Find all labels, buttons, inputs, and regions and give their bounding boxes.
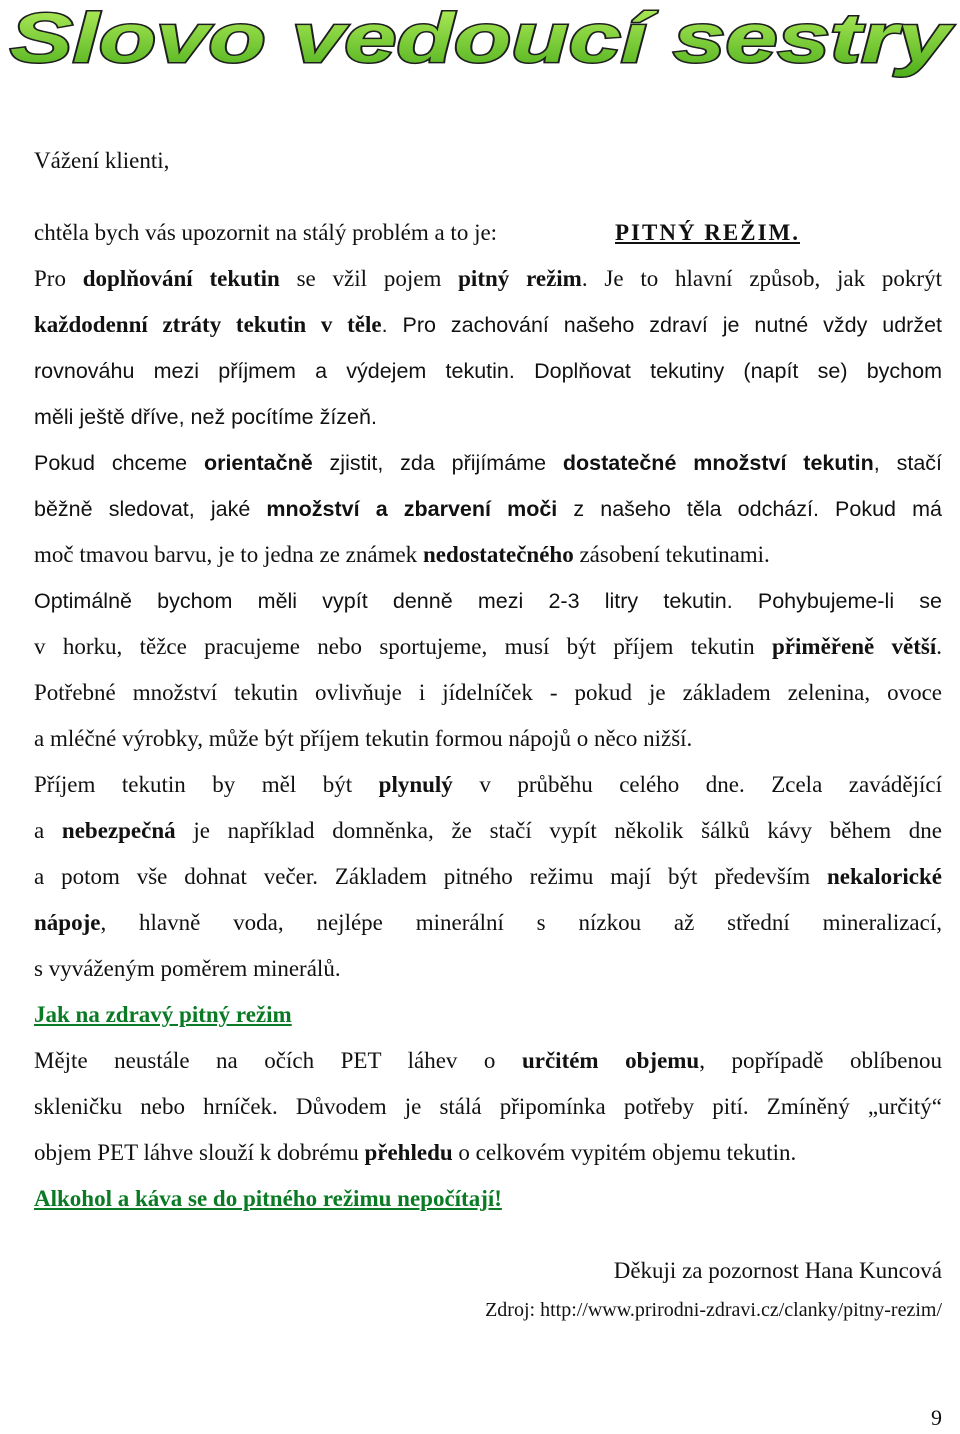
text-run: a	[34, 818, 62, 843]
warning-link[interactable]	[34, 1176, 942, 1222]
p2-line-12: s vyváženým poměrem minerálů.	[34, 956, 341, 981]
text-run: doplňování tekutin	[82, 266, 280, 291]
p1-line-4: měli ještě dříve, než pocítíme žízeň.	[34, 405, 377, 429]
text-run: dostatečné množství tekutin	[562, 451, 874, 475]
p3-line-1	[34, 1038, 942, 1084]
text-run: se vžil pojem	[279, 266, 459, 291]
text-run: přehledu	[364, 1140, 453, 1165]
text-run: zjistit, zda přijímáme	[312, 451, 563, 475]
text-run: běžně sledovat, jaké	[34, 497, 267, 521]
p1-line-2	[34, 302, 942, 348]
p2-line-5	[34, 624, 942, 670]
text-run: objem PET láhve slouží k dobrému	[34, 1140, 365, 1165]
p1-line-3: rovnováhu mezi příjmem a výdejem tekutin. Doplňovat tekutiny (napít se) bychom	[34, 359, 942, 383]
section-heading[interactable]: Jak na zdravý pitný režim	[34, 1002, 292, 1027]
text-run: Pro	[34, 266, 83, 291]
intro-text: chtěla bych vás upozornit na stálý problém a to je:	[34, 220, 498, 245]
p1-line-1	[34, 256, 942, 302]
text-run: přiměřeně větší	[772, 634, 937, 659]
text-run: je například domněnka, že stačí vypít několik šálků kávy během dne	[175, 818, 942, 843]
text-run: o celkovém vypitém objemu tekutin.	[452, 1140, 797, 1165]
page-title: Slovo vedoucí sestry	[10, 0, 955, 77]
p3-line-3	[34, 1130, 942, 1176]
text-run: , hlavně voda, nejlépe minerální s nízkou až střední mineralizací,	[100, 910, 942, 935]
text-run: množství a zbarvení moči	[266, 497, 558, 521]
text-run: .	[936, 634, 942, 659]
text-run: Mějte neustále na očích PET láhev o	[34, 1048, 522, 1073]
p2-line-7: a mléčné výrobky, může být příjem tekutin formou nápojů o něco nižší.	[34, 726, 693, 751]
source-link[interactable]: Zdroj: http://www.prirodni-zdravi.cz/clanky/pitny-rezim/	[485, 1299, 942, 1321]
page-number: 9	[931, 1405, 942, 1430]
text-run: zásobení tekutinami.	[573, 542, 770, 567]
text-run: Pokud chceme	[34, 451, 204, 475]
text-run: . Pro zachování našeho zdraví je nutné vždy udržet	[381, 313, 943, 337]
text-run: , popřípadě oblíbenou	[699, 1048, 942, 1073]
text-run: . Je to hlavní způsob, jak pokrýt	[581, 266, 942, 291]
greeting: Vážení klienti,	[34, 148, 170, 173]
p2-line-1	[34, 440, 942, 486]
text-run: nedostatečného	[422, 542, 574, 567]
text-run: orientačně	[203, 451, 313, 475]
p2-line-4: Optimálně bychom měli vypít denně mezi 2-3 litry tekutin. Pohybujeme-li se	[34, 589, 942, 613]
p2-line-11	[34, 900, 942, 946]
text-run: nekalorické	[827, 864, 942, 889]
p2-line-3	[34, 532, 942, 578]
text-run: moč tmavou barvu, je to jedna ze známek	[34, 542, 423, 567]
text-run: , stačí	[873, 451, 942, 475]
signature: Děkuji za pozornost Hana Kuncová	[613, 1258, 942, 1283]
page-title-graphic	[0, 0, 960, 90]
text-run: nápoje	[34, 910, 101, 935]
p2-line-6: Potřebné množství tekutin ovlivňuje i jídelníček - pokud je základem zelenina, ovoce	[34, 680, 942, 705]
text-run: z našeho těla odchází. Pokud má	[557, 497, 942, 521]
p2-line-9	[34, 808, 942, 854]
section-heading-link[interactable]	[34, 992, 942, 1038]
text-run: pitný režim	[458, 266, 582, 291]
p3-line-2: skleničku nebo hrníček. Důvodem je stálá připomínka potřeby pití. Zmíněný „určitý“	[34, 1094, 942, 1119]
text-run: každodenní ztráty tekutin v těle	[34, 312, 382, 337]
p2-line-8	[34, 762, 942, 808]
text-run: v průběhu celého dne. Zcela zavádějící	[452, 772, 943, 797]
text-run: plynulý	[378, 772, 453, 797]
text-run: a potom vše dohnat večer. Základem pitného režimu mají být především	[34, 864, 827, 889]
p2-line-10	[34, 854, 942, 900]
intro-highlight: PITNÝ REŽIM.	[615, 220, 801, 245]
text-run: v horku, těžce pracujeme nebo sportujeme, musí být příjem tekutin	[34, 634, 773, 659]
text-run: nebezpečná	[61, 818, 176, 843]
intro-line	[34, 210, 942, 256]
text-run: Příjem tekutin by měl být	[34, 772, 379, 797]
text-run: určitém objemu	[521, 1048, 700, 1073]
p2-line-2	[34, 486, 942, 532]
warning-text[interactable]: Alkohol a káva se do pitného režimu nepočítají!	[34, 1186, 502, 1211]
